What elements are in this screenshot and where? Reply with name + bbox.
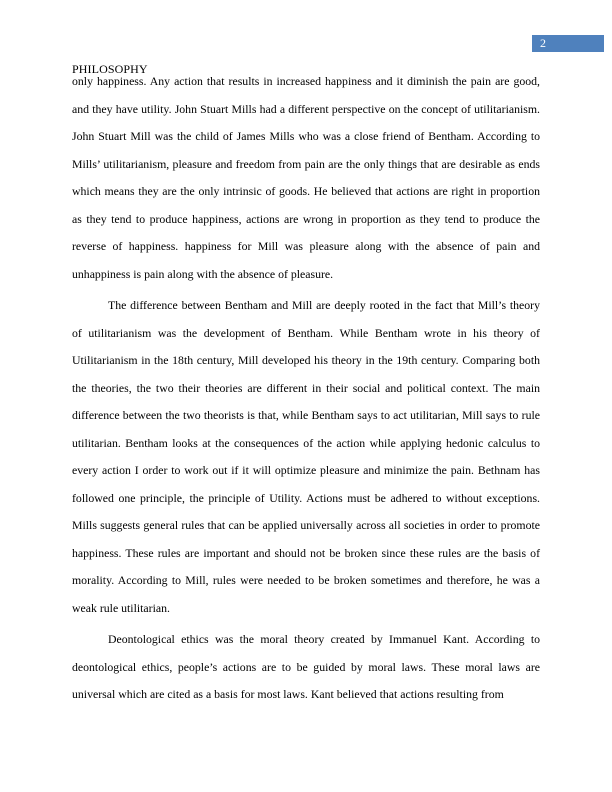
paragraph-2: The difference between Bentham and Mill are deeply rooted in the fact that Mill’s theory of utilitarianism was the development of Bentham. While Bentham wrote in his theory of Utilitarianism in the 18th century, Mill developed his theory in the 19th century. Comparing both the theories, the two their theories are different in their social and political context. The main difference between the two theorists is that, while Bentham says to act utilitarian, Mill says to rule utilitarian. Bentham looks at the consequences of the action while applying hedonic calculus to every action I order to work out if it will optimize pleasure and minimize the pain. Bethnam has followed one principle, the principle of Utility. Actions must be adhered to without exceptions. Mills suggests general rules that can be applied universally across all societies in order to promote happiness. These rules are important and should not be broken since these rules are the basis of morality. According to Mill, rules were needed to be broken sometimes and therefore, he was a weak rule utilitarian.	[72, 298, 540, 615]
paragraph-3: Deontological ethics was the moral theory created by Immanuel Kant. According to deontological ethics, people’s actions are to be guided by moral laws. These moral laws are universal which are cited as a basis for most laws. Kant believed that actions resulting from	[72, 632, 540, 701]
document-body	[72, 68, 540, 709]
page-number-bar	[532, 35, 604, 52]
paragraph-1: only happiness. Any action that results in increased happiness and it diminish the pain are good, and they have utility. John Stuart Mills had a different perspective on the concept of utilitarianism. John Stuart Mill was the child of James Mills who was a close friend of Bentham. According to Mills’ utilitarianism, pleasure and freedom from pain are the only things that are desirable as ends which means they are the only intrinsic of goods. He believed that actions are right in proportion as they tend to produce happiness, actions are wrong in proportion as they tend to produce the reverse of happiness. happiness for Mill was pleasure along with the absence of pain and unhappiness is pain along with the absence of pleasure.	[72, 74, 540, 281]
page-number: 2	[540, 36, 546, 50]
running-head: PHILOSOPHY	[72, 62, 148, 76]
